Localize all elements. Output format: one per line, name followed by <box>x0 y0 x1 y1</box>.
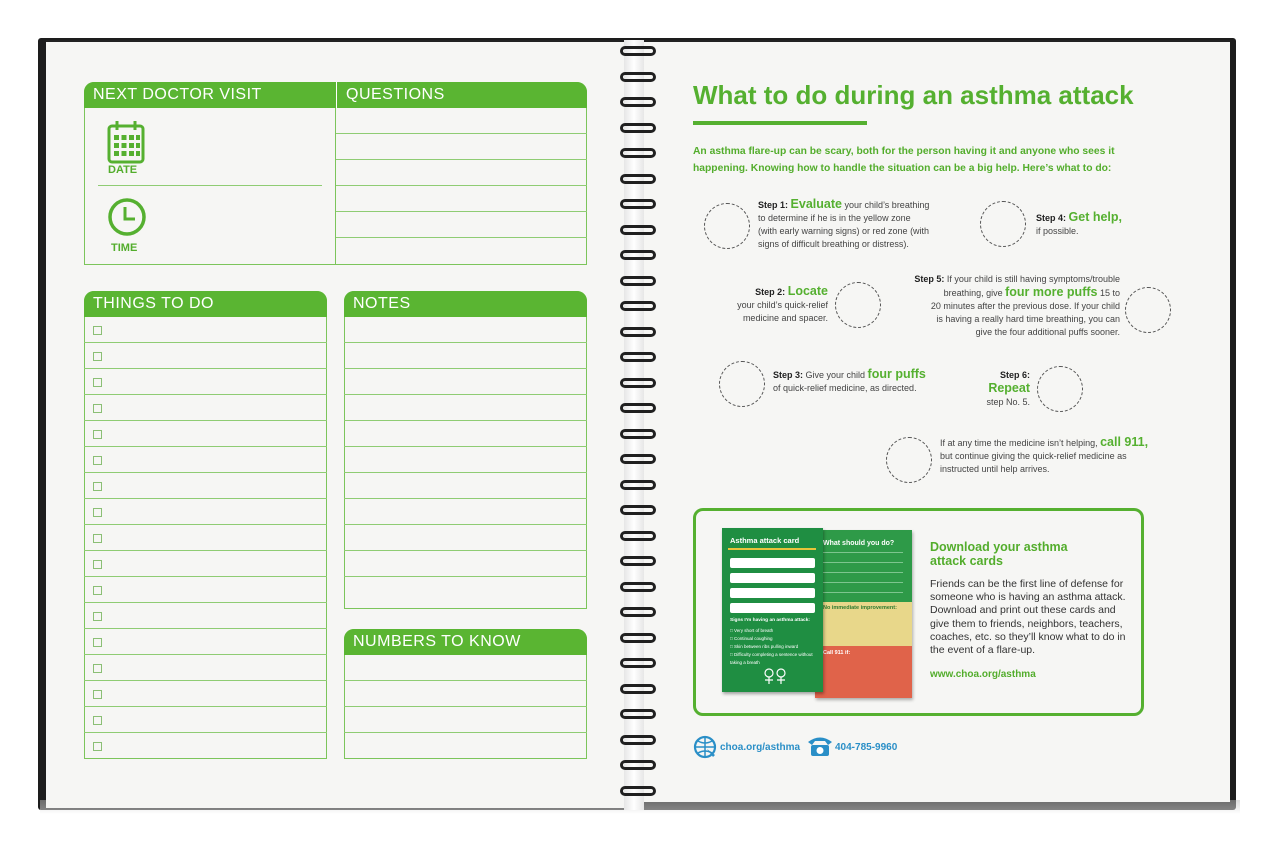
step-6-circle <box>1037 366 1083 412</box>
spiral-coil <box>620 760 656 770</box>
todo-checkbox[interactable] <box>93 508 102 517</box>
todo-checkbox[interactable] <box>93 690 102 699</box>
spiral-coil <box>620 276 656 286</box>
spiral-coil <box>620 582 656 592</box>
todo-checkbox[interactable] <box>93 326 102 335</box>
spiral-coil <box>620 429 656 439</box>
download-title: Download your asthma attack cards <box>930 540 1068 568</box>
call-911-circle <box>886 437 932 483</box>
todo-checkbox[interactable] <box>93 456 102 465</box>
spiral-coil <box>620 352 656 362</box>
step-2-circle <box>835 282 881 328</box>
spiral-coil <box>620 454 656 464</box>
step-6: Step 6: Repeat step No. 5. <box>986 370 1030 407</box>
step-4-circle <box>980 201 1026 247</box>
intro-text: An asthma flare-up can be scary, both for the person having it and anyone who sees it happening. Knowing how to handle the situation can be a big help. Here’s what to do: <box>693 146 1115 174</box>
spiral-coil <box>620 250 656 260</box>
asthma-card-back <box>815 530 912 698</box>
todo-checkbox[interactable] <box>93 586 102 595</box>
notes-header: NOTES <box>344 291 587 317</box>
page-title: What to do during an asthma attack <box>693 80 1134 110</box>
questions-lines <box>336 108 587 265</box>
spiral-coil <box>620 46 656 56</box>
todo-checkbox[interactable] <box>93 404 102 413</box>
notes-lines <box>344 317 587 609</box>
step-3: Step 3: Give your child four puffs of quick-relief medicine, as directed. <box>773 367 926 393</box>
card-call-911: Call 911 if: <box>823 650 851 656</box>
card-sign: □ Very short of breath <box>730 628 774 633</box>
call-911-text: If at any time the medicine isn’t helping, call 911, but continue giving the quick-relief medicine as instructed until help arrives. <box>940 435 1149 474</box>
todo-checkbox[interactable] <box>93 534 102 543</box>
download-body: Friends can be the first line of defense for someone who is having an asthma attack. Download and print out these cards and give them to friends, neighbors, teachers, coaches, etc. so they’ll know what to do in the event of a flare-up. <box>930 578 1126 657</box>
spiral-coil <box>620 531 656 541</box>
numbers-header: NUMBERS TO KNOW <box>344 629 587 655</box>
numbers-lines <box>344 655 587 759</box>
step-1-circle <box>704 203 750 249</box>
spiral-coil <box>620 556 656 566</box>
card-sign: □ Continual coughing <box>730 636 773 641</box>
spiral-coil <box>620 684 656 694</box>
spiral-coil <box>620 378 656 388</box>
spiral-coil <box>620 174 656 184</box>
spiral-coil <box>620 403 656 413</box>
title-underline <box>693 121 867 125</box>
divider <box>98 185 322 186</box>
step-1: Step 1: Evaluate your child’s breathing to determine if he is in the yellow zone (with early warning signs) or red zone (with signs of difficult breathing or distress). <box>758 197 930 249</box>
todo-list <box>84 317 327 759</box>
asthma-card-front <box>722 528 823 692</box>
todo-checkbox[interactable] <box>93 482 102 491</box>
spiral-coil <box>620 301 656 311</box>
spiral-coil <box>620 607 656 617</box>
step-2: Step 2: Locate your child’s quick-relief medicine and spacer. <box>737 284 828 323</box>
spiral-coil <box>620 148 656 158</box>
card-no-improvement: No immediate improvement: <box>823 605 897 611</box>
spiral-coil <box>620 633 656 643</box>
spiral-coil <box>620 658 656 668</box>
card-back-title: What should you do? <box>823 540 895 547</box>
phone-icon <box>806 735 834 762</box>
time-label: TIME <box>111 242 138 254</box>
todo-checkbox[interactable] <box>93 716 102 725</box>
card-sign: □ Difficulty completing a sentence without taking a breath <box>730 652 813 665</box>
todo-checkbox[interactable] <box>93 664 102 673</box>
spiral-coil <box>620 480 656 490</box>
calendar-icon <box>107 120 145 169</box>
spiral-coil <box>620 735 656 745</box>
todo-header: THINGS TO DO <box>84 291 327 317</box>
spiral-coil <box>620 97 656 107</box>
spiral-coil <box>620 327 656 337</box>
footer-web[interactable]: choa.org/asthma <box>720 742 801 753</box>
card-front-title: Asthma attack card <box>730 536 800 545</box>
kids-illustration <box>762 668 788 692</box>
step-3-circle <box>719 361 765 407</box>
todo-checkbox[interactable] <box>93 638 102 647</box>
date-label: DATE <box>108 164 138 176</box>
step-4: Step 4: Get help, if possible. <box>1036 210 1123 236</box>
globe-icon <box>693 735 717 764</box>
todo-checkbox[interactable] <box>93 612 102 621</box>
step-5: Step 5: If your child is still having symptoms/trouble breathing, give four more puffs 15 to 20 minutes after the previous dose. If your child is having a really hard time breathing, you can give the four additional puffs sooner. <box>914 274 1120 337</box>
todo-checkbox[interactable] <box>93 378 102 387</box>
spiral-coil <box>620 72 656 82</box>
spiral-coil <box>620 709 656 719</box>
next-visit-header: NEXT DOCTOR VISIT <box>84 82 336 108</box>
spiral-coil <box>620 505 656 515</box>
todo-checkbox[interactable] <box>93 742 102 751</box>
spiral-coil <box>620 199 656 209</box>
download-link[interactable]: www.choa.org/asthma <box>930 669 1036 680</box>
todo-checkbox[interactable] <box>93 352 102 361</box>
card-sign: □ Skin between ribs pulling inward <box>730 644 799 649</box>
clock-icon <box>107 197 147 242</box>
spiral-coil <box>620 225 656 235</box>
spiral-coil <box>620 123 656 133</box>
todo-checkbox[interactable] <box>93 560 102 569</box>
footer-phone: 404-785-9960 <box>835 742 898 753</box>
todo-checkbox[interactable] <box>93 430 102 439</box>
step-5-circle <box>1125 287 1171 333</box>
questions-header: QUESTIONS <box>336 82 587 108</box>
card-signs-title: Signs I’m having an asthma attack: <box>730 618 810 623</box>
spiral-coil <box>620 786 656 796</box>
